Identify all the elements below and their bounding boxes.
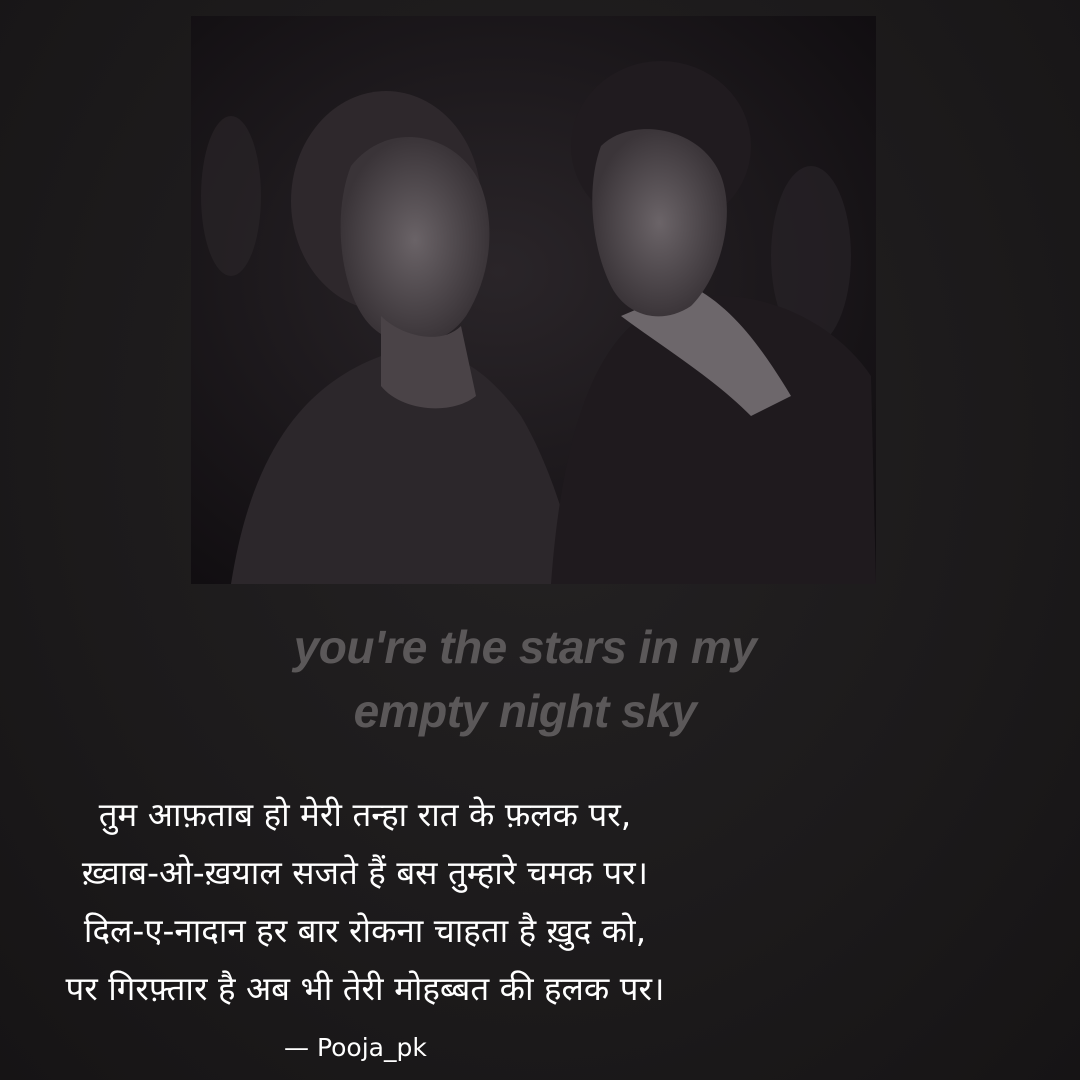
author-signature: — Pooja_pk [284,1033,427,1062]
caption-line: empty night sky [353,685,697,737]
poem [0,786,730,1018]
couple-photo-icon [191,16,876,584]
couple-photo [191,16,876,584]
poem-line: तुम आफ़ताब हो मेरी तन्हा रात के फ़लक पर, [98,795,632,834]
caption-line: you're the stars in my [293,621,757,673]
poem-line: पर गिरफ़्तार है अब भी तेरी मोहब्बत की हलक पर। [65,969,665,1008]
poem-line: दिल-ए-नादान हर बार रोकना चाहता है ख़ुद को, [83,911,647,950]
caption [190,615,860,743]
poem-line: ख़्वाब-ओ-ख़याल सजते हैं बस तुम्हारे चमक पर। [81,853,649,892]
